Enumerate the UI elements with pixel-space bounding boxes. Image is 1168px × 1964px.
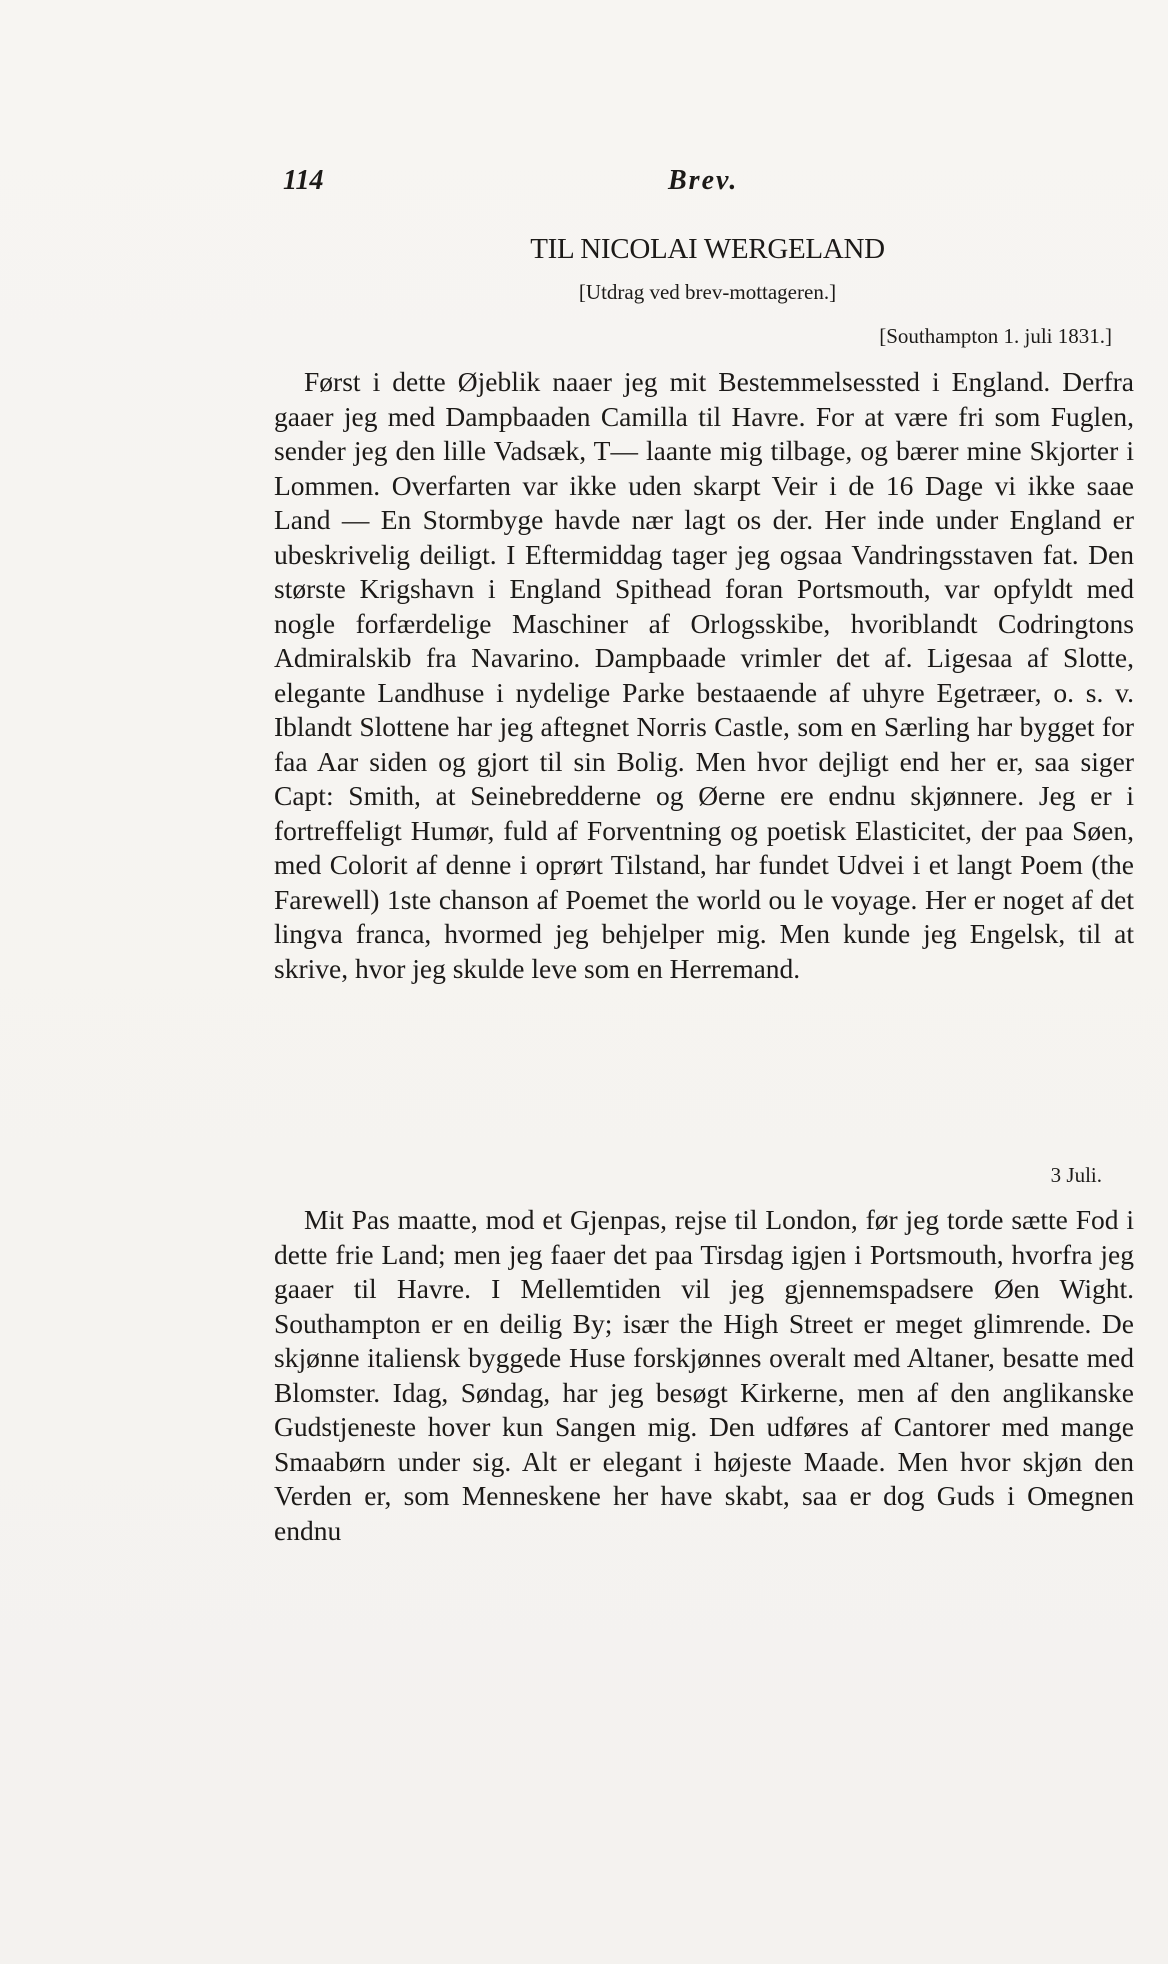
page-number: 114 <box>283 165 324 196</box>
running-head: Brev. <box>668 165 739 196</box>
second-date: 3 Juli. <box>1050 1163 1102 1187</box>
letter-subtitle: [Utdrag ved brev-mottageren.] <box>578 280 837 304</box>
paragraph-2: Mit Pas maatte, mod et Gjenpas, rejse til London, før jeg torde sætte Fod i dette frie Land; men jeg faaer det paa Tirsdag igjen i Portsmouth, hvorfra jeg gaaer til Havre. I Mellemtiden vil jeg gjennemspadsere Øen Wight. Southampton er en deilig By; især the High Street er meget glimrende. De skjønne italiensk byggede Huse forskjønnes overalt med Altaner, besatte med Blomster. Idag, Søndag, har jeg besøgt Kirkerne, men af den anglikanske Gudstjeneste hover kun Sangen mig. Den udføres af Cantorer med mange Smaabørn under sig. Alt er elegant i højeste Maade. Men hvor skjøn den Verden er, som Menneskene her have skabt, saa er dog Guds i Omegnen endnu <box>274 1204 1134 1546</box>
letter-title: TIL NICOLAI WERGELAND <box>530 233 885 265</box>
letter-dateline: [Southampton 1. juli 1831.] <box>879 324 1112 348</box>
paragraph-1: Først i dette Øjeblik naaer jeg mit Bestemmelsessted i England. Derfra gaaer jeg med Dampbaaden Camilla til Havre. For at være fri som Fuglen, sender jeg den lille Vadsæk, T— laante mig tilbage, og bærer mine Skjorter i Lommen. Overfarten var ikke uden skarpt Veir i de 16 Dage vi ikke saae Land — En Stormbyge havde nær lagt os der. Her inde under England er ubeskrivelig deiligt. I Eftermiddag tager jeg ogsaa Vandringsstaven fat. Den største Krigshavn i England Spithead foran Portsmouth, var opfyldt med nogle forfærdelige Maschiner af Orlogsskibe, hvoriblandt Codringtons Admiralskib fra Navarino. Dampbaade vrimler det af. Ligesaa af Slotte, elegante Landhuse i nydelige Parke bestaaende af uhyre Egetræer, o. s. v. Iblandt Slottene har jeg aftegnet Norris Castle, som en Særling har bygget for faa Aar siden og gjort til sin Bolig. Men hvor dejligt end her er, saa siger Capt: Smith, at Seinebredderne og Øerne ere endnu skjønnere. Jeg er i fortreffeligt Humør, fuld af Forventning og poetisk Elasticitet, der paa Søen, med Colorit af denne i oprørt Tilstand, har fundet Udvei i et langt Poem (the Farewell) 1ste chanson af Poemet the world ou le voyage. Her er noget af det lingva franca, hvormed jeg behjelper mig. Men kunde jeg Engelsk, til at skrive, hvor jeg skulde leve som en Herremand. <box>274 366 1134 984</box>
